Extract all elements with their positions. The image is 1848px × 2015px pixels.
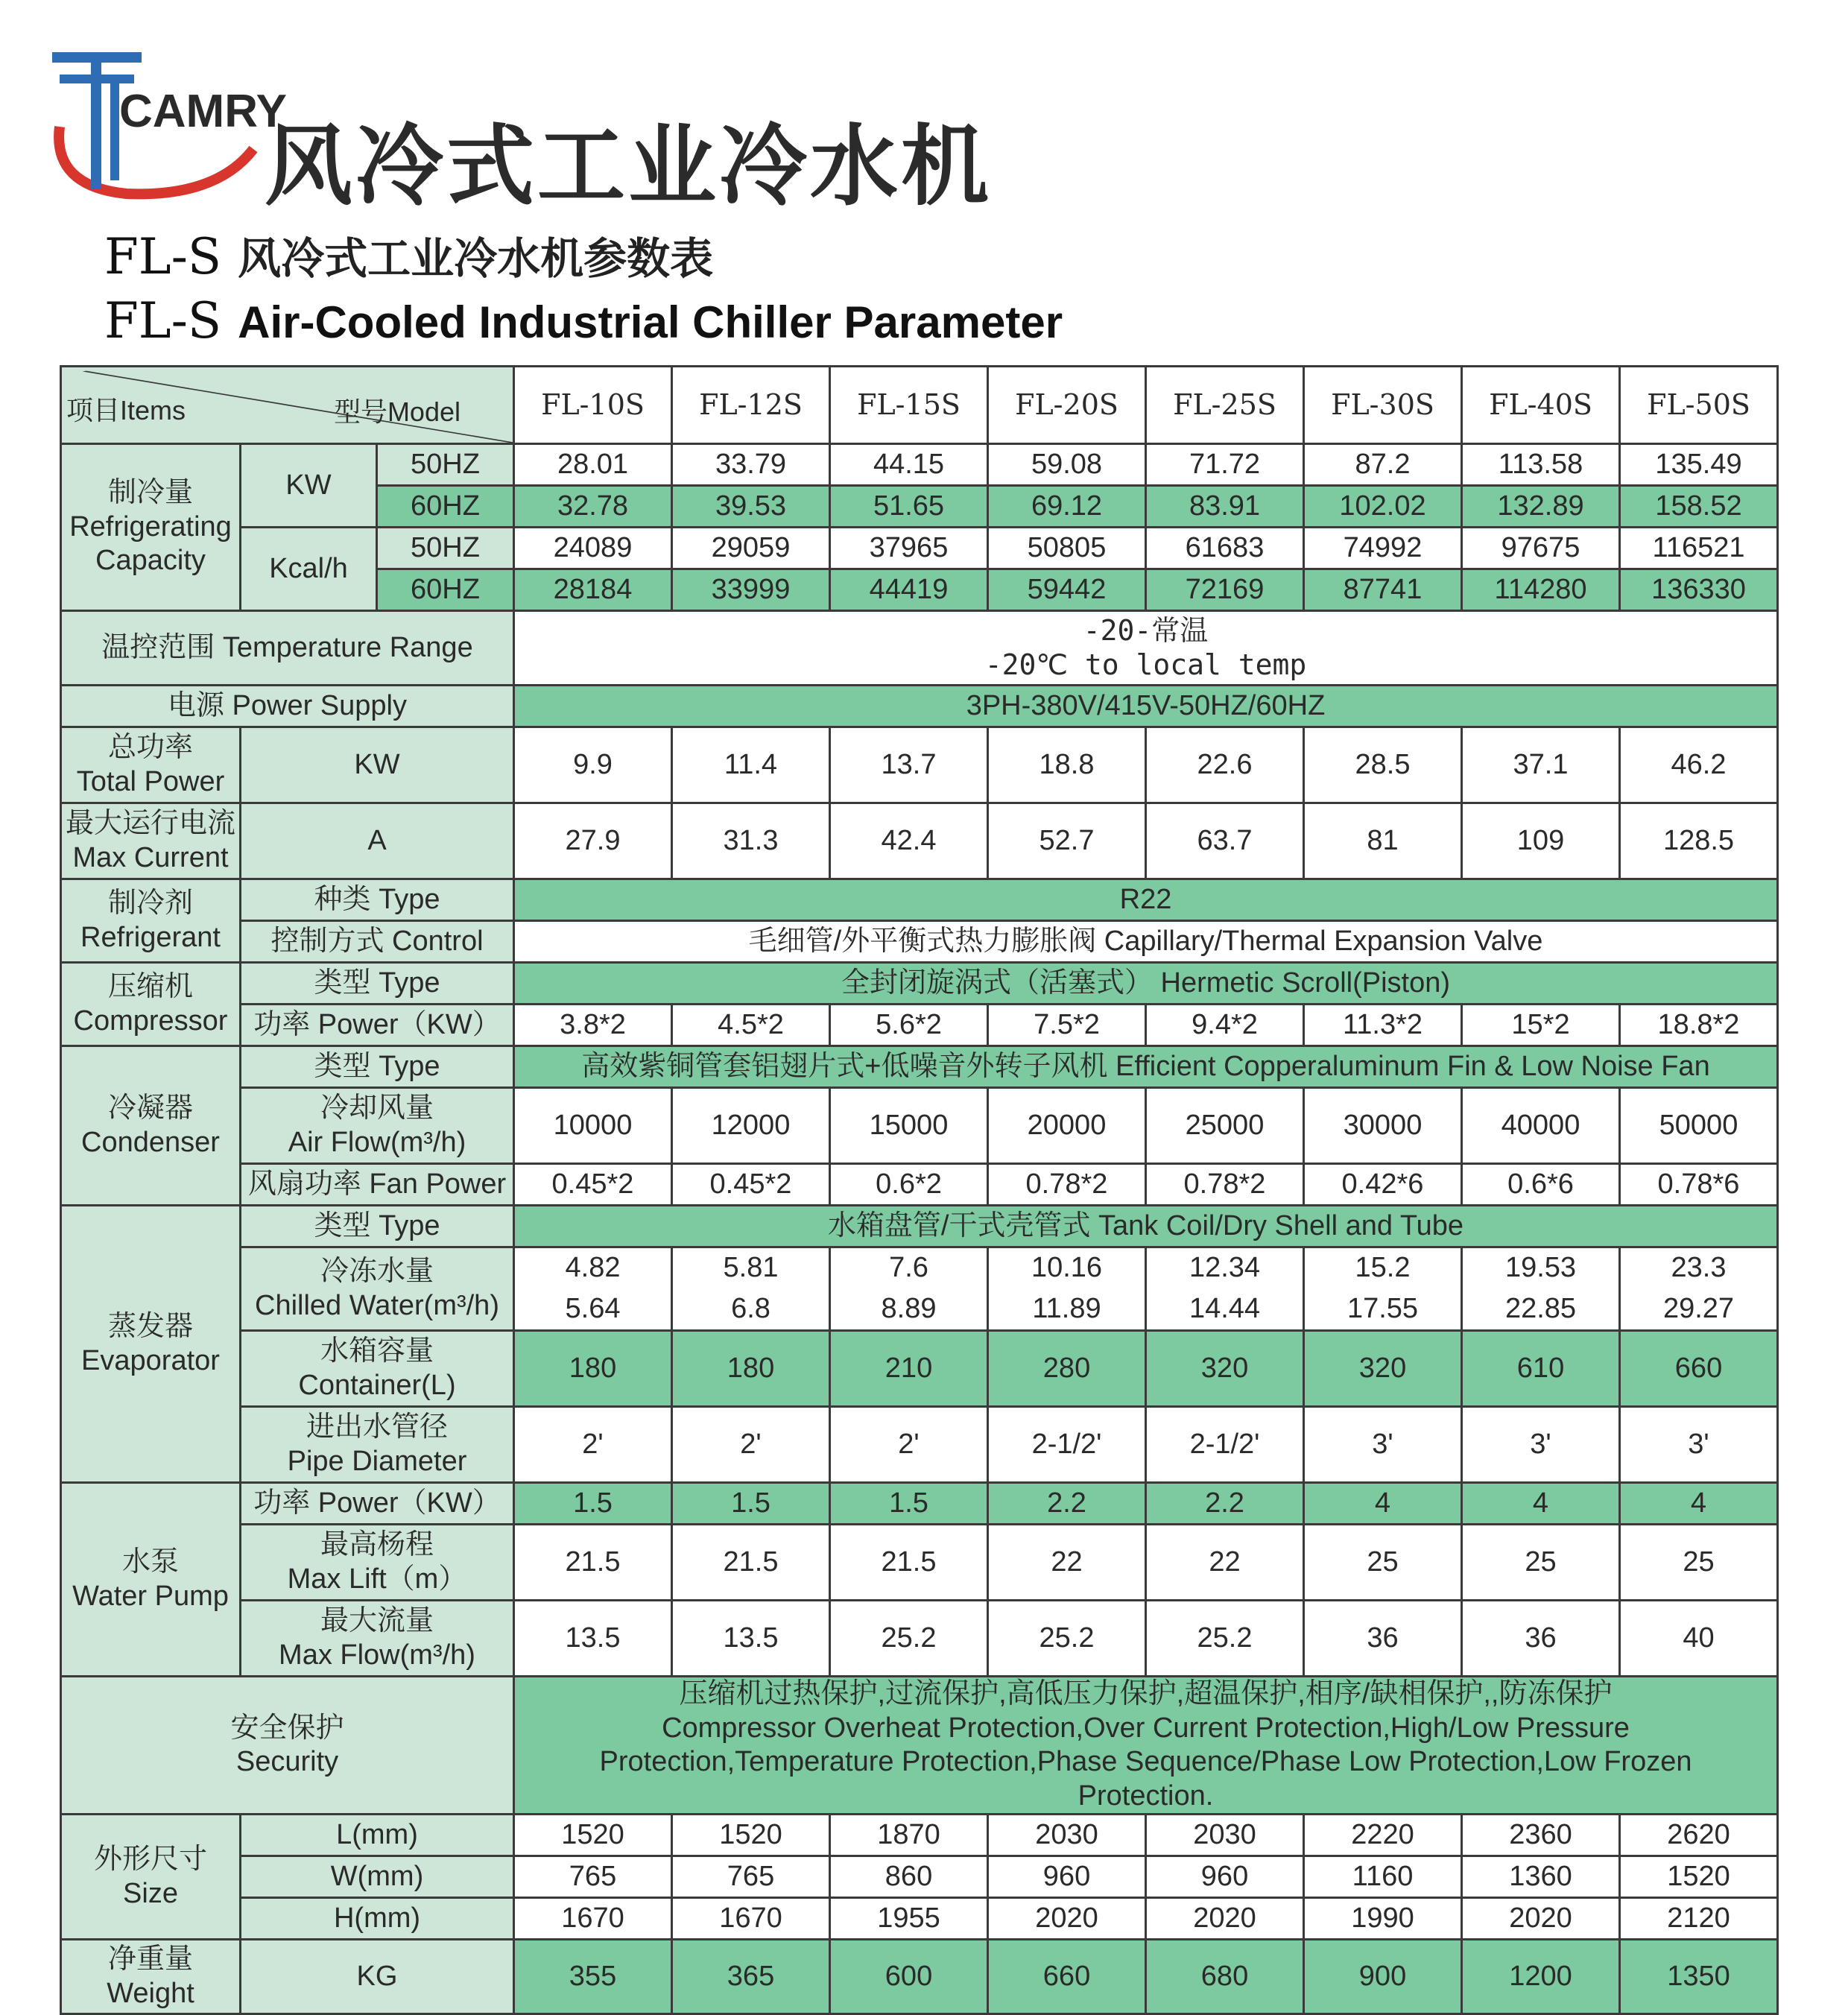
temperature-value — [514, 611, 1778, 686]
temperature-value-en: -20℃ to local temp — [984, 648, 1307, 681]
value-cell: 132.89 — [1462, 486, 1620, 528]
value-cell: 51.65 — [830, 486, 988, 528]
pump-power-row — [61, 1483, 1778, 1525]
evaporator-label-en: Evaporator — [81, 1344, 220, 1376]
weight-label-en: Weight — [107, 1977, 194, 2009]
value-cell: 1200 — [1462, 1940, 1620, 2014]
refrigerant-label-cn: 制冷剂 — [107, 887, 193, 919]
value-cell: 135.49 — [1620, 444, 1778, 486]
value-cell: 27.9 — [514, 803, 672, 879]
security-label — [61, 1677, 514, 1815]
security-value-en: Compressor Overheat Protection,Over Current Protection,High/Low Pressure Protection,Temperature Protection,Phase Sequence/Phase Low Protection,Low Frozen Protection. — [599, 1712, 1692, 1812]
refrigerant-control-row — [61, 921, 1778, 963]
value-cell: 102.02 — [1304, 486, 1462, 528]
value-cell: 660 — [1620, 1331, 1778, 1407]
pump-label — [61, 1483, 241, 1677]
freq-label: 60HZ — [377, 486, 514, 528]
pump-power-label: 功率 Power（KW） — [241, 1483, 514, 1525]
value-cell: 12000 — [672, 1088, 830, 1164]
value-cell: 25 — [1620, 1525, 1778, 1601]
size-row-l — [61, 1815, 1778, 1856]
max-current-label-cn: 最大运行电流 — [65, 807, 235, 839]
value-cell: 21.5 — [514, 1525, 672, 1601]
compressor-label-cn: 压缩机 — [107, 970, 193, 1002]
value-cell: 74992 — [1304, 528, 1462, 569]
value-cell: 33.79 — [672, 444, 830, 486]
value-cell: 0.6*2 — [830, 1164, 988, 1206]
power-supply-value: 3PH-380V/415V-50HZ/60HZ — [514, 686, 1778, 727]
refrigerant-type-value: R22 — [514, 879, 1778, 921]
value-cell: 7.5*2 — [988, 1005, 1146, 1046]
value-cell: 18.8 — [988, 727, 1146, 803]
temperature-label: 温控范围 Temperature Range — [61, 611, 514, 686]
weight-label — [61, 1940, 241, 2014]
pump-lift-label-en: Max Lift（m） — [287, 1563, 467, 1595]
value-cell: 900 — [1304, 1940, 1462, 2014]
value-cell: 1360 — [1462, 1856, 1620, 1898]
value-cell: 44419 — [830, 569, 988, 611]
value-cell: 13.7 — [830, 727, 988, 803]
compressor-label — [61, 963, 241, 1046]
value-cell: 1.5 — [830, 1483, 988, 1525]
freq-label: 50HZ — [377, 444, 514, 486]
value-cell: 14.44 — [1146, 1289, 1304, 1331]
value-cell: 4 — [1620, 1483, 1778, 1525]
value-cell: 11.89 — [988, 1289, 1146, 1331]
weight-label-cn: 净重量 — [107, 1943, 193, 1976]
refrigerant-control-value: 毛细管/外平衡式热力膨胀阀 Capillary/Thermal Expansion Valve — [514, 921, 1778, 963]
value-cell: 11.3*2 — [1304, 1005, 1462, 1046]
value-cell: 0.78*6 — [1620, 1164, 1778, 1206]
subtitle-en-text: Air-Cooled Industrial Chiller Parameter — [238, 297, 1063, 347]
value-cell: 0.6*6 — [1462, 1164, 1620, 1206]
value-cell: 3' — [1304, 1407, 1462, 1483]
evaporator-label — [61, 1206, 241, 1483]
value-cell: 1350 — [1620, 1940, 1778, 2014]
value-cell: 4.5*2 — [672, 1005, 830, 1046]
max-current-unit: A — [241, 803, 514, 879]
corner-model-label: 型号Model — [333, 396, 461, 427]
pump-flow-label-cn: 最大流量 — [320, 1604, 434, 1636]
value-cell: 87741 — [1304, 569, 1462, 611]
value-cell: 42.4 — [830, 803, 988, 879]
value-cell: 600 — [830, 1940, 988, 2014]
freq-label: 50HZ — [377, 528, 514, 569]
model-header: FL-30S — [1304, 367, 1462, 444]
model-header: FL-20S — [988, 367, 1146, 444]
value-cell: 32.78 — [514, 486, 672, 528]
size-dim-label: W(mm) — [241, 1856, 514, 1898]
logo-stem-2 — [110, 83, 119, 180]
size-dim-label: H(mm) — [241, 1898, 514, 1940]
value-cell: 2620 — [1620, 1815, 1778, 1856]
value-cell: 52.7 — [988, 803, 1146, 879]
condenser-fan-label: 风扇功率 Fan Power — [241, 1164, 514, 1206]
refrigerant-type-row — [61, 879, 1778, 921]
temperature-row — [61, 611, 1778, 686]
value-cell: 9.4*2 — [1146, 1005, 1304, 1046]
value-cell: 2-1/2' — [988, 1407, 1146, 1483]
max-current-label — [61, 803, 241, 879]
value-cell: 0.78*2 — [988, 1164, 1146, 1206]
value-cell: 2360 — [1462, 1815, 1620, 1856]
security-value — [514, 1677, 1778, 1815]
value-cell: 15*2 — [1462, 1005, 1620, 1046]
value-cell: 40 — [1620, 1601, 1778, 1677]
subtitle-cn — [104, 224, 713, 286]
subtitle-cn-text: 风冷式工业冷水机参数表 — [238, 233, 714, 284]
value-cell: 63.7 — [1146, 803, 1304, 879]
evaporator-container-label — [241, 1331, 514, 1407]
value-cell: 12.34 — [1146, 1247, 1304, 1289]
value-cell: 44.15 — [830, 444, 988, 486]
refrigerant-type-label: 种类 Type — [241, 879, 514, 921]
evaporator-pipe-label — [241, 1407, 514, 1483]
size-label — [61, 1815, 241, 1940]
value-cell: 33999 — [672, 569, 830, 611]
value-cell: 7.6 — [830, 1247, 988, 1289]
value-cell: 61683 — [1146, 528, 1304, 569]
value-cell: 23.3 — [1620, 1247, 1778, 1289]
refrigerating-row-kw-50 — [61, 444, 1778, 486]
value-cell: 8.89 — [830, 1289, 988, 1331]
value-cell: 25 — [1462, 1525, 1620, 1601]
max-current-row — [61, 803, 1778, 879]
parameter-table — [60, 365, 1779, 2015]
pump-flow-label-en: Max Flow(m³/h) — [279, 1639, 475, 1671]
value-cell: 25.2 — [988, 1601, 1146, 1677]
evaporator-pipe-label-en: Pipe Diameter — [287, 1445, 467, 1477]
value-cell: 1.5 — [672, 1483, 830, 1525]
value-cell: 2.2 — [1146, 1483, 1304, 1525]
max-current-label-en: Max Current — [72, 841, 229, 873]
value-cell: 15.2 — [1304, 1247, 1462, 1289]
value-cell: 83.91 — [1146, 486, 1304, 528]
value-cell: 28.01 — [514, 444, 672, 486]
condenser-airflow-label-cn: 冷却风量 — [320, 1092, 434, 1124]
value-cell: 87.2 — [1304, 444, 1462, 486]
value-cell: 355 — [514, 1940, 672, 2014]
value-cell: 365 — [672, 1940, 830, 2014]
value-cell: 1160 — [1304, 1856, 1462, 1898]
value-cell: 3' — [1620, 1407, 1778, 1483]
value-cell: 6.8 — [672, 1289, 830, 1331]
model-header: FL-50S — [1620, 367, 1778, 444]
value-cell: 113.58 — [1462, 444, 1620, 486]
refrigerating-label-cn: 制冷量 — [107, 477, 193, 509]
evaporator-label-cn: 蒸发器 — [107, 1310, 193, 1342]
size-label-en: Size — [123, 1877, 178, 1909]
value-cell: 765 — [514, 1856, 672, 1898]
value-cell: 25.2 — [830, 1601, 988, 1677]
value-cell: 22 — [988, 1525, 1146, 1601]
value-cell: 17.55 — [1304, 1289, 1462, 1331]
value-cell: 1670 — [672, 1898, 830, 1940]
value-cell: 2030 — [1146, 1815, 1304, 1856]
size-row-h — [61, 1898, 1778, 1940]
pump-lift-row — [61, 1525, 1778, 1601]
evaporator-pipe-row — [61, 1407, 1778, 1483]
pump-flow-row — [61, 1601, 1778, 1677]
value-cell: 180 — [672, 1331, 830, 1407]
value-cell: 22 — [1146, 1525, 1304, 1601]
value-cell: 5.6*2 — [830, 1005, 988, 1046]
value-cell: 50000 — [1620, 1088, 1778, 1164]
value-cell: 18.8*2 — [1620, 1005, 1778, 1046]
value-cell: 20000 — [988, 1088, 1146, 1164]
condenser-type-row — [61, 1046, 1778, 1088]
size-dim-label: L(mm) — [241, 1815, 514, 1856]
value-cell: 29.27 — [1620, 1289, 1778, 1331]
total-power-label-en: Total Power — [76, 765, 225, 797]
model-header: FL-15S — [830, 367, 988, 444]
value-cell: 36 — [1462, 1601, 1620, 1677]
evaporator-chilled-label — [241, 1247, 514, 1331]
value-cell: 1670 — [514, 1898, 672, 1940]
header-row — [61, 367, 1778, 444]
value-cell: 2020 — [1146, 1898, 1304, 1940]
size-row-w — [61, 1856, 1778, 1898]
value-cell: 765 — [672, 1856, 830, 1898]
condenser-airflow-label-en: Air Flow(m³/h) — [288, 1126, 466, 1158]
refrigerant-label — [61, 879, 241, 963]
evaporator-container-row — [61, 1331, 1778, 1407]
value-cell: 1990 — [1304, 1898, 1462, 1940]
logo-graphic — [45, 45, 288, 216]
value-cell: 15000 — [830, 1088, 988, 1164]
subtitle-en — [104, 292, 1063, 349]
value-cell: 36 — [1304, 1601, 1462, 1677]
refrigerant-label-en: Refrigerant — [80, 921, 221, 953]
pump-label-cn: 水泵 — [121, 1546, 179, 1578]
condenser-type-label: 类型 Type — [241, 1046, 514, 1088]
camry-logo — [45, 45, 288, 216]
model-series-code: FL-S — [104, 228, 222, 285]
value-cell: 72169 — [1146, 569, 1304, 611]
value-cell: 320 — [1146, 1331, 1304, 1407]
logo-stem — [91, 63, 101, 189]
page-title: 风冷式工业冷水机 — [265, 115, 993, 218]
total-power-row — [61, 727, 1778, 803]
evaporator-chilled-row-1 — [61, 1247, 1778, 1289]
value-cell: 960 — [988, 1856, 1146, 1898]
value-cell: 2020 — [1462, 1898, 1620, 1940]
corner-cell — [61, 367, 514, 444]
value-cell: 37.1 — [1462, 727, 1620, 803]
value-cell: 2' — [514, 1407, 672, 1483]
value-cell: 114280 — [1462, 569, 1620, 611]
model-header: FL-12S — [672, 367, 830, 444]
value-cell: 46.2 — [1620, 727, 1778, 803]
evaporator-container-label-en: Container(L) — [298, 1369, 456, 1401]
value-cell: 3' — [1462, 1407, 1620, 1483]
value-cell: 320 — [1304, 1331, 1462, 1407]
value-cell: 4 — [1462, 1483, 1620, 1525]
unit-kw: KW — [241, 444, 377, 528]
logo-text: CAMRY — [119, 86, 288, 137]
condenser-label-en: Condenser — [81, 1126, 220, 1158]
value-cell: 28.5 — [1304, 727, 1462, 803]
value-cell: 59442 — [988, 569, 1146, 611]
compressor-label-en: Compressor — [73, 1005, 228, 1037]
evaporator-type-row — [61, 1206, 1778, 1247]
value-cell: 2020 — [988, 1898, 1146, 1940]
value-cell: 2.2 — [988, 1483, 1146, 1525]
evaporator-type-label: 类型 Type — [241, 1206, 514, 1247]
value-cell: 680 — [1146, 1940, 1304, 2014]
value-cell: 71.72 — [1146, 444, 1304, 486]
evaporator-container-label-cn: 水箱容量 — [320, 1335, 434, 1367]
value-cell: 610 — [1462, 1331, 1620, 1407]
evaporator-chilled-label-en: Chilled Water(m³/h) — [255, 1289, 499, 1321]
value-cell: 136330 — [1620, 569, 1778, 611]
security-label-en: Security — [235, 1746, 339, 1778]
value-cell: 22.85 — [1462, 1289, 1620, 1331]
value-cell: 660 — [988, 1940, 1146, 2014]
condenser-airflow-row — [61, 1088, 1778, 1164]
value-cell: 37965 — [830, 528, 988, 569]
value-cell: 25 — [1304, 1525, 1462, 1601]
value-cell: 1955 — [830, 1898, 988, 1940]
value-cell: 4 — [1304, 1483, 1462, 1525]
model-header: FL-25S — [1146, 367, 1304, 444]
value-cell: 0.45*2 — [672, 1164, 830, 1206]
freq-label: 60HZ — [377, 569, 514, 611]
value-cell: 0.42*6 — [1304, 1164, 1462, 1206]
value-cell: 1.5 — [514, 1483, 672, 1525]
model-header: FL-10S — [514, 367, 672, 444]
power-supply-row — [61, 686, 1778, 727]
value-cell: 25.2 — [1146, 1601, 1304, 1677]
security-label-cn: 安全保护 — [230, 1712, 344, 1744]
refrigerant-control-label: 控制方式 Control — [241, 921, 514, 963]
value-cell: 11.4 — [672, 727, 830, 803]
condenser-fan-row — [61, 1164, 1778, 1206]
value-cell: 24089 — [514, 528, 672, 569]
value-cell: 5.81 — [672, 1247, 830, 1289]
condenser-label — [61, 1046, 241, 1206]
value-cell: 3.8*2 — [514, 1005, 672, 1046]
weight-unit: KG — [241, 1940, 514, 2014]
security-value-cn: 压缩机过热保护,过流保护,高低压力保护,超温保护,相序/缺相保护,,防冻保护 — [679, 1678, 1613, 1709]
value-cell: 31.3 — [672, 803, 830, 879]
value-cell: 280 — [988, 1331, 1146, 1407]
total-power-label — [61, 727, 241, 803]
value-cell: 210 — [830, 1331, 988, 1407]
value-cell: 9.9 — [514, 727, 672, 803]
value-cell: 13.5 — [672, 1601, 830, 1677]
evaporator-type-value: 水箱盘管/干式壳管式 Tank Coil/Dry Shell and Tube — [514, 1206, 1778, 1247]
unit-kcal: Kcal/h — [241, 528, 377, 611]
value-cell: 69.12 — [988, 486, 1146, 528]
weight-row — [61, 1940, 1778, 2014]
value-cell: 39.53 — [672, 486, 830, 528]
value-cell: 22.6 — [1146, 727, 1304, 803]
value-cell: 0.78*2 — [1146, 1164, 1304, 1206]
evaporator-pipe-label-cn: 进出水管径 — [306, 1411, 448, 1443]
pump-label-en: Water Pump — [72, 1580, 229, 1612]
pump-flow-label — [241, 1601, 514, 1677]
compressor-power-label: 功率 Power（KW） — [241, 1005, 514, 1046]
value-cell: 960 — [1146, 1856, 1304, 1898]
total-power-label-cn: 总功率 — [107, 731, 193, 763]
value-cell: 116521 — [1620, 528, 1778, 569]
value-cell: 21.5 — [672, 1525, 830, 1601]
value-cell: 109 — [1462, 803, 1620, 879]
temperature-value-cn: -20-常温 — [1083, 613, 1209, 647]
value-cell: 1870 — [830, 1815, 988, 1856]
evaporator-chilled-label-cn: 冷冻水量 — [320, 1255, 434, 1287]
model-header: FL-40S — [1462, 367, 1620, 444]
compressor-power-row — [61, 1005, 1778, 1046]
value-cell: 1520 — [514, 1815, 672, 1856]
value-cell: 5.64 — [514, 1289, 672, 1331]
value-cell: 97675 — [1462, 528, 1620, 569]
model-series-code-en: FL-S — [104, 292, 222, 349]
value-cell: 2' — [672, 1407, 830, 1483]
compressor-type-label: 类型 Type — [241, 963, 514, 1005]
refrigerating-label — [61, 444, 241, 611]
value-cell: 19.53 — [1462, 1247, 1620, 1289]
power-supply-label: 电源 Power Supply — [61, 686, 514, 727]
value-cell: 1520 — [672, 1815, 830, 1856]
value-cell: 2-1/2' — [1146, 1407, 1304, 1483]
refrigerating-label-en: Refrigerating Capacity — [69, 510, 232, 577]
value-cell: 10000 — [514, 1088, 672, 1164]
value-cell: 860 — [830, 1856, 988, 1898]
value-cell: 2030 — [988, 1815, 1146, 1856]
value-cell: 2' — [830, 1407, 988, 1483]
compressor-type-value: 全封闭旋涡式（活塞式） Hermetic Scroll(Piston) — [514, 963, 1778, 1005]
condenser-label-cn: 冷凝器 — [107, 1092, 193, 1124]
total-power-unit: KW — [241, 727, 514, 803]
value-cell: 29059 — [672, 528, 830, 569]
size-label-cn: 外形尺寸 — [93, 1844, 207, 1876]
value-cell: 180 — [514, 1331, 672, 1407]
value-cell: 30000 — [1304, 1088, 1462, 1164]
condenser-type-value: 高效紫铜管套铝翅片式+低噪音外转子风机 Efficient Copperaluminum Fin & Low Noise Fan — [514, 1046, 1778, 1088]
value-cell: 1520 — [1620, 1856, 1778, 1898]
security-row — [61, 1677, 1778, 1815]
value-cell: 25000 — [1146, 1088, 1304, 1164]
value-cell: 21.5 — [830, 1525, 988, 1601]
pump-lift-label — [241, 1525, 514, 1601]
value-cell: 59.08 — [988, 444, 1146, 486]
value-cell: 2220 — [1304, 1815, 1462, 1856]
condenser-airflow-label — [241, 1088, 514, 1164]
value-cell: 128.5 — [1620, 803, 1778, 879]
value-cell: 2120 — [1620, 1898, 1778, 1940]
compressor-type-row — [61, 963, 1778, 1005]
value-cell: 81 — [1304, 803, 1462, 879]
value-cell: 13.5 — [514, 1601, 672, 1677]
value-cell: 4.82 — [514, 1247, 672, 1289]
value-cell: 158.52 — [1620, 486, 1778, 528]
value-cell: 0.45*2 — [514, 1164, 672, 1206]
value-cell: 28184 — [514, 569, 672, 611]
logo-bar-top — [52, 52, 142, 63]
value-cell: 10.16 — [988, 1247, 1146, 1289]
value-cell: 50805 — [988, 528, 1146, 569]
corner-items-label: 项目Items — [66, 394, 186, 426]
refrigerating-row-kcal-50 — [61, 528, 1778, 569]
value-cell: 40000 — [1462, 1088, 1620, 1164]
pump-lift-label-cn: 最高杨程 — [320, 1528, 434, 1560]
